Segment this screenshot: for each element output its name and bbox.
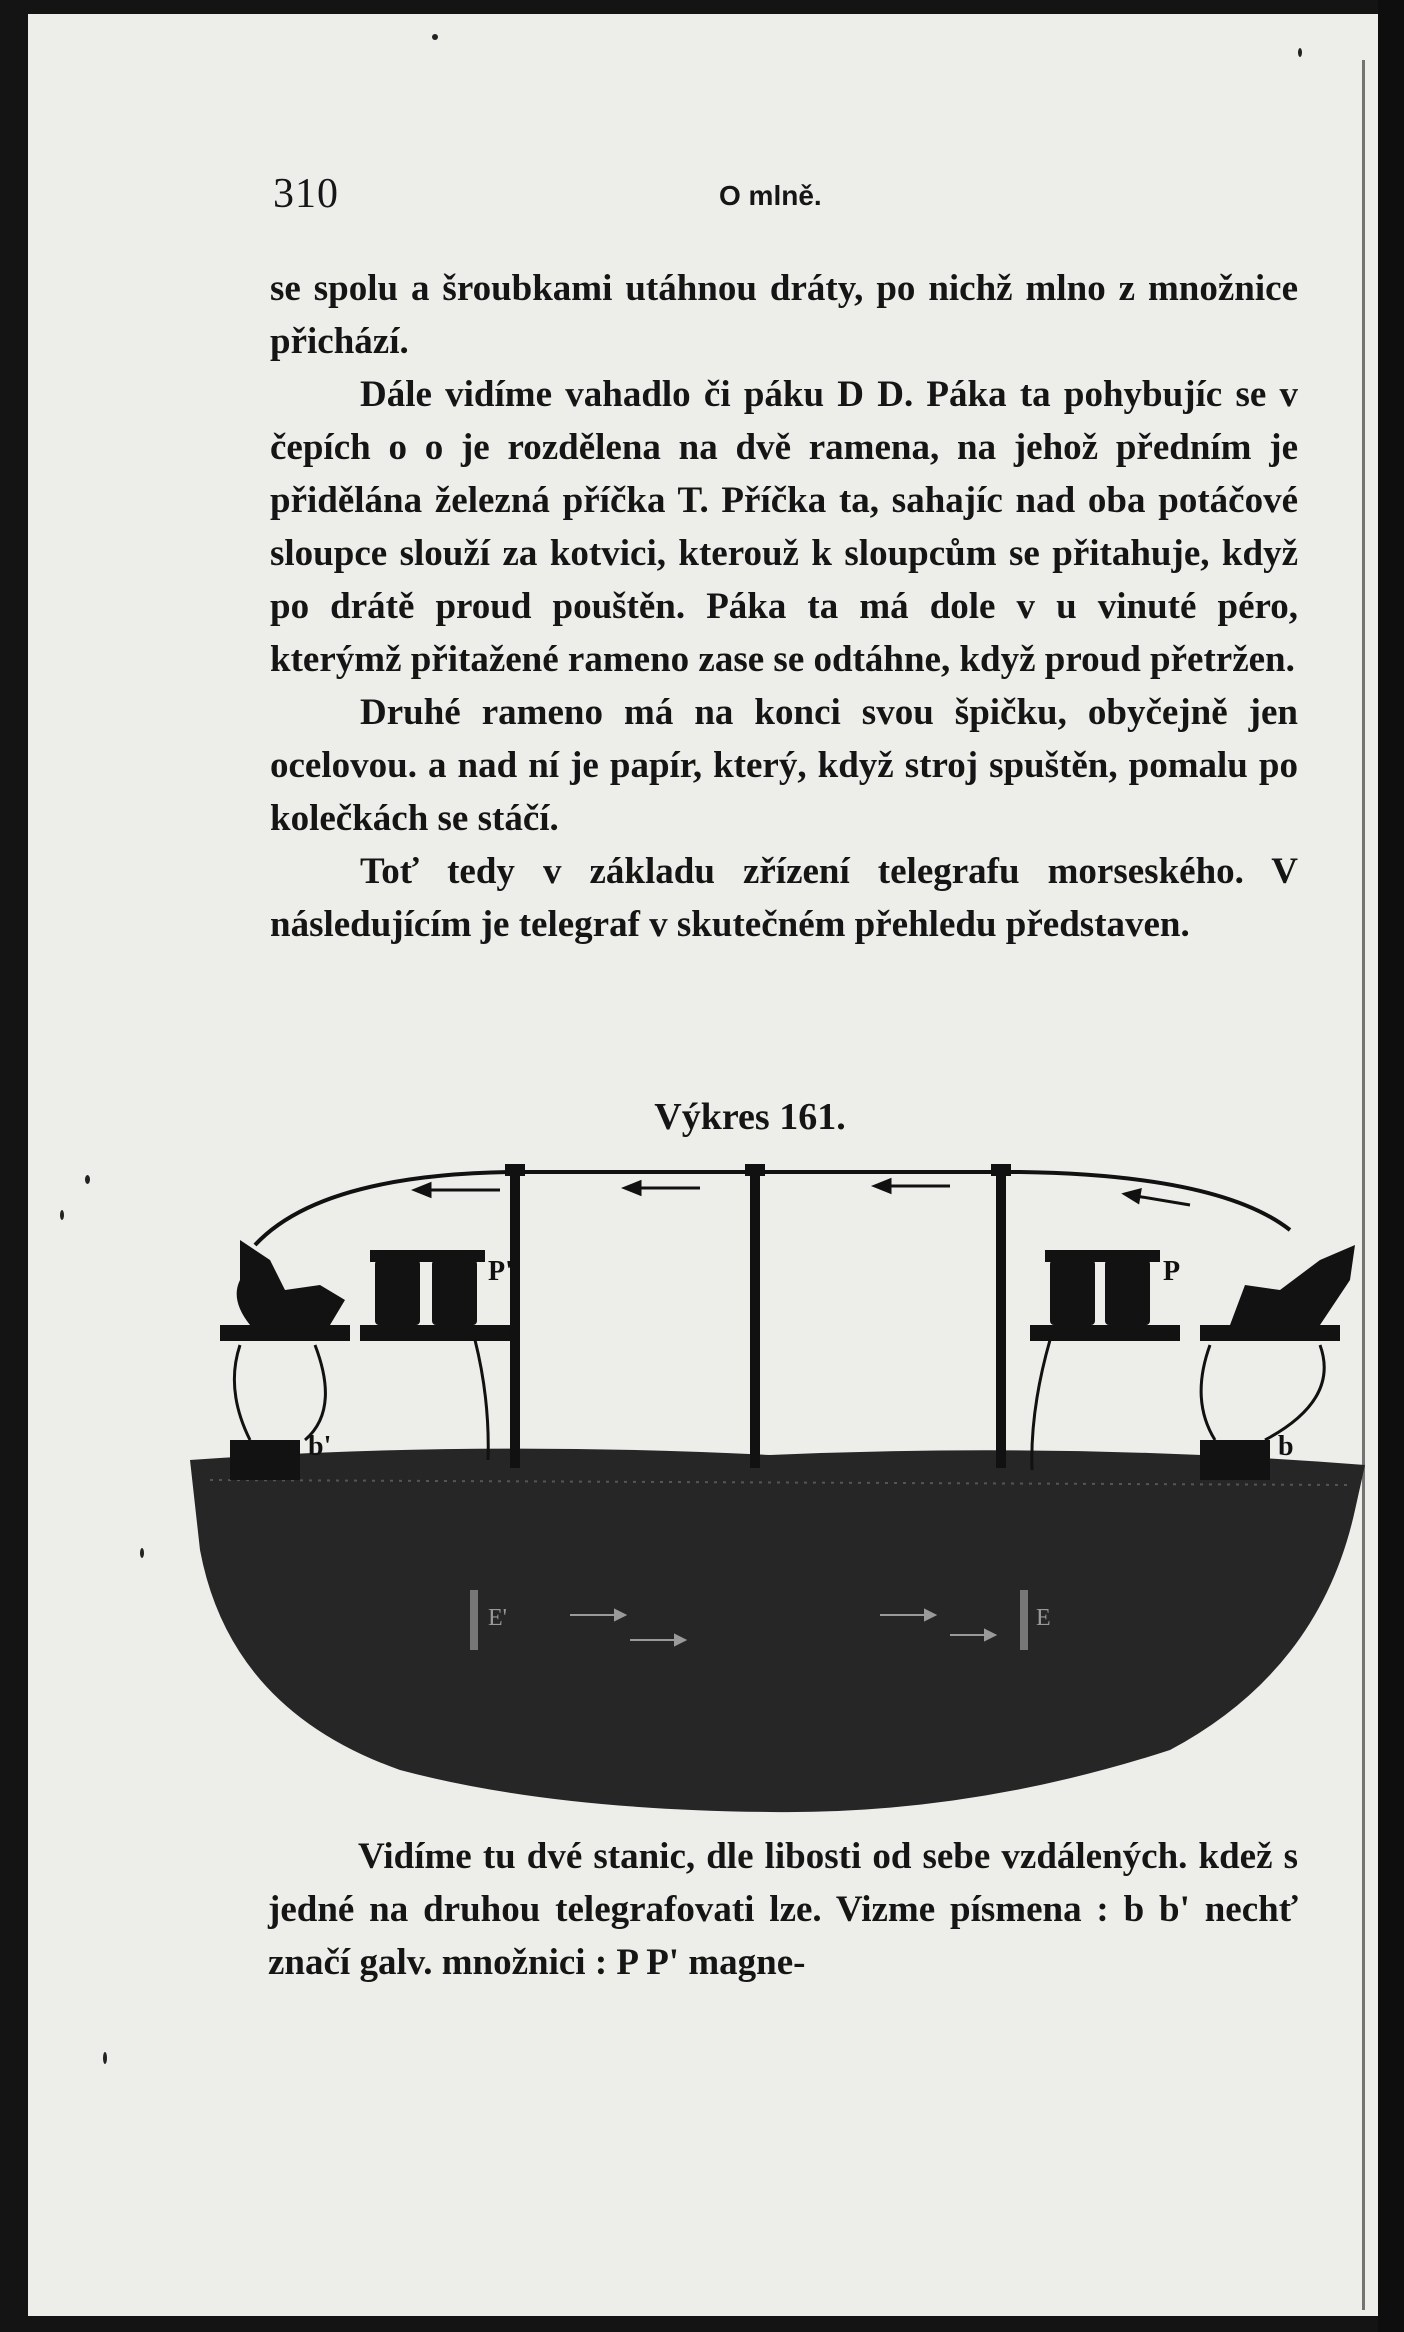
scan-speck <box>103 2052 107 2064</box>
right-key-base <box>1200 1325 1340 1341</box>
right-magnet-coil-2 <box>1105 1260 1150 1325</box>
right-battery <box>1200 1440 1270 1480</box>
right-ground-plate <box>1020 1590 1028 1650</box>
running-head: O mlně. <box>719 180 822 211</box>
scan-speck <box>85 1175 90 1184</box>
left-key-base <box>220 1325 350 1341</box>
left-ground-plate <box>470 1590 478 1650</box>
right-magnet-label: P <box>1163 1256 1181 1287</box>
earth-ground <box>190 1449 1365 1813</box>
left-morse-key <box>237 1240 345 1325</box>
paragraph-4: Toť tedy v základu zřízení telegrafu morseského. V následujícím je telegraf v skutečném přehledu představen. <box>270 851 1298 945</box>
left-plate-label: E' <box>488 1605 507 1631</box>
left-magnet-coil-2 <box>432 1260 477 1325</box>
paragraph-2: Dále vidíme vahadlo či páku D D. Páka ta pohybujíc se v čepích o o je rozdělena na dvě ramena, na jehož předním je přidělána železná příčka T. Příčka ta, sahajíc nad oba potáčové sloupce slouží za kotvici, kterouž k sloupcům se přitahuje, když po drátě proud pouštěn. Páka ta má dole v u vinuté péro, kterýmž přitažené rameno zase se odtáhne, když proud přetržen. <box>270 374 1298 680</box>
right-plate-label: E <box>1036 1605 1051 1631</box>
scan-speck <box>432 34 438 40</box>
bottom-text <box>268 1830 1298 1989</box>
left-magnet-stand <box>360 1325 510 1341</box>
scan-speck <box>60 1210 64 1220</box>
page-edge-shadow <box>1378 0 1404 2332</box>
paragraph-1: se spolu a šroubkami utáhnou dráty, po nichž mlno z množnice přichází. <box>270 268 1298 362</box>
telegraph-pole-2 <box>750 1168 760 1468</box>
left-station <box>220 1240 510 1480</box>
left-magnet-coil-1 <box>375 1260 420 1325</box>
figure-caption: Výkres 161. <box>654 1096 846 1138</box>
left-battery-label: b' <box>308 1431 332 1462</box>
telegraph-wire <box>255 1172 1290 1245</box>
right-battery-label: b <box>1278 1431 1294 1462</box>
telegraph-illustration <box>170 1150 1380 1830</box>
telegraph-pole-3 <box>996 1168 1006 1468</box>
page-number: 310 <box>273 171 339 217</box>
scan-speck <box>1298 48 1302 57</box>
telegraph-pole-1 <box>510 1168 520 1468</box>
scan-speck <box>140 1548 144 1558</box>
right-magnet-stand <box>1030 1325 1180 1341</box>
paragraph-5: Vidíme tu dvé stanic, dle libosti od sebe vzdálených. kdež s jedné na druhou telegrafovati lze. Vizme písmena : b b' nechť značí galv. množnici : P P' magne- <box>268 1836 1298 1983</box>
paragraph-3: Druhé rameno má na konci svou špičku, obyčejně jen ocelovou. a nad ní je papír, který, když stroj spuštěn, pomalu po kolečkách se stáčí. <box>270 692 1298 839</box>
page-header <box>273 170 1293 230</box>
left-magnet-label: P' <box>488 1256 513 1287</box>
right-morse-key <box>1230 1245 1355 1325</box>
right-magnet-coil-1 <box>1050 1260 1095 1325</box>
body-text <box>270 262 1298 951</box>
left-battery <box>230 1440 300 1480</box>
current-arrows-wire <box>415 1180 1190 1205</box>
right-station <box>1030 1245 1355 1480</box>
